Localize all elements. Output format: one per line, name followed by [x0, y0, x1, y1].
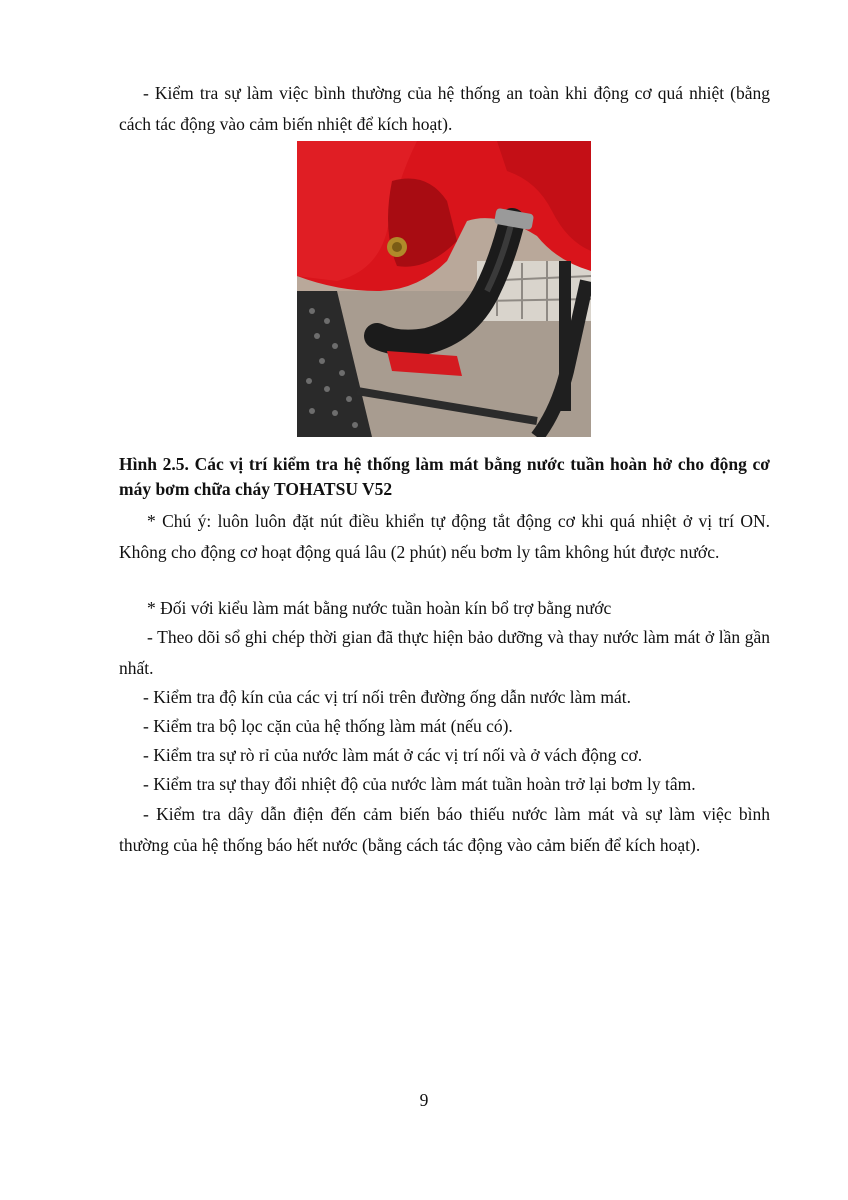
- paragraph-note: * Chú ý: luôn luôn đặt nút điều khiển tự động tắt động cơ khi quá nhiệt ở vị trí ON. Không cho động cơ hoạt động quá lâu (2 phút) nếu bơm ly tâm không hút được nước.: [119, 511, 770, 562]
- engine-cooling-photo: [297, 141, 591, 437]
- paragraph-pipe-joints: - Kiểm tra độ kín của các vị trí nối trên đường ống dẫn nước làm mát.: [143, 687, 631, 707]
- paragraph-temperature: - Kiểm tra sự thay đổi nhiệt độ của nước làm mát tuần hoàn trở lại bơm ly tâm.: [143, 774, 696, 794]
- paragraph-filter: - Kiểm tra bộ lọc cặn của hệ thống làm mát (nếu có).: [143, 716, 513, 736]
- section-heading: * Đối với kiểu làm mát bằng nước tuần hoàn kín bổ trợ bằng nước: [147, 598, 612, 618]
- page-number: 9: [419, 1090, 429, 1110]
- figure-caption: Hình 2.5. Các vị trí kiểm tra hệ thống làm mát bằng nước tuần hoàn hở cho động cơ máy bơm chữa cháy TOHATSU V52: [119, 454, 770, 499]
- paragraph-sensor-wiring: - Kiểm tra dây dẫn điện đến cảm biến báo thiếu nước làm mát và sự làm việc bình thường của hệ thống báo hết nước (bằng cách tác động vào cảm biến để kích hoạt).: [119, 804, 770, 855]
- paragraph-overheat-safety: - Kiểm tra sự làm việc bình thường của hệ thống an toàn khi động cơ quá nhiệt (bằng cách tác động vào cảm biến nhiệt để kích hoạt).: [119, 83, 770, 134]
- paragraph-logbook: - Theo dõi sổ ghi chép thời gian đã thực hiện bảo dưỡng và thay nước làm mát ở lần gần nhất.: [119, 627, 770, 678]
- paragraph-leakage: - Kiểm tra sự rò rỉ của nước làm mát ở các vị trí nối và ở vách động cơ.: [143, 745, 643, 765]
